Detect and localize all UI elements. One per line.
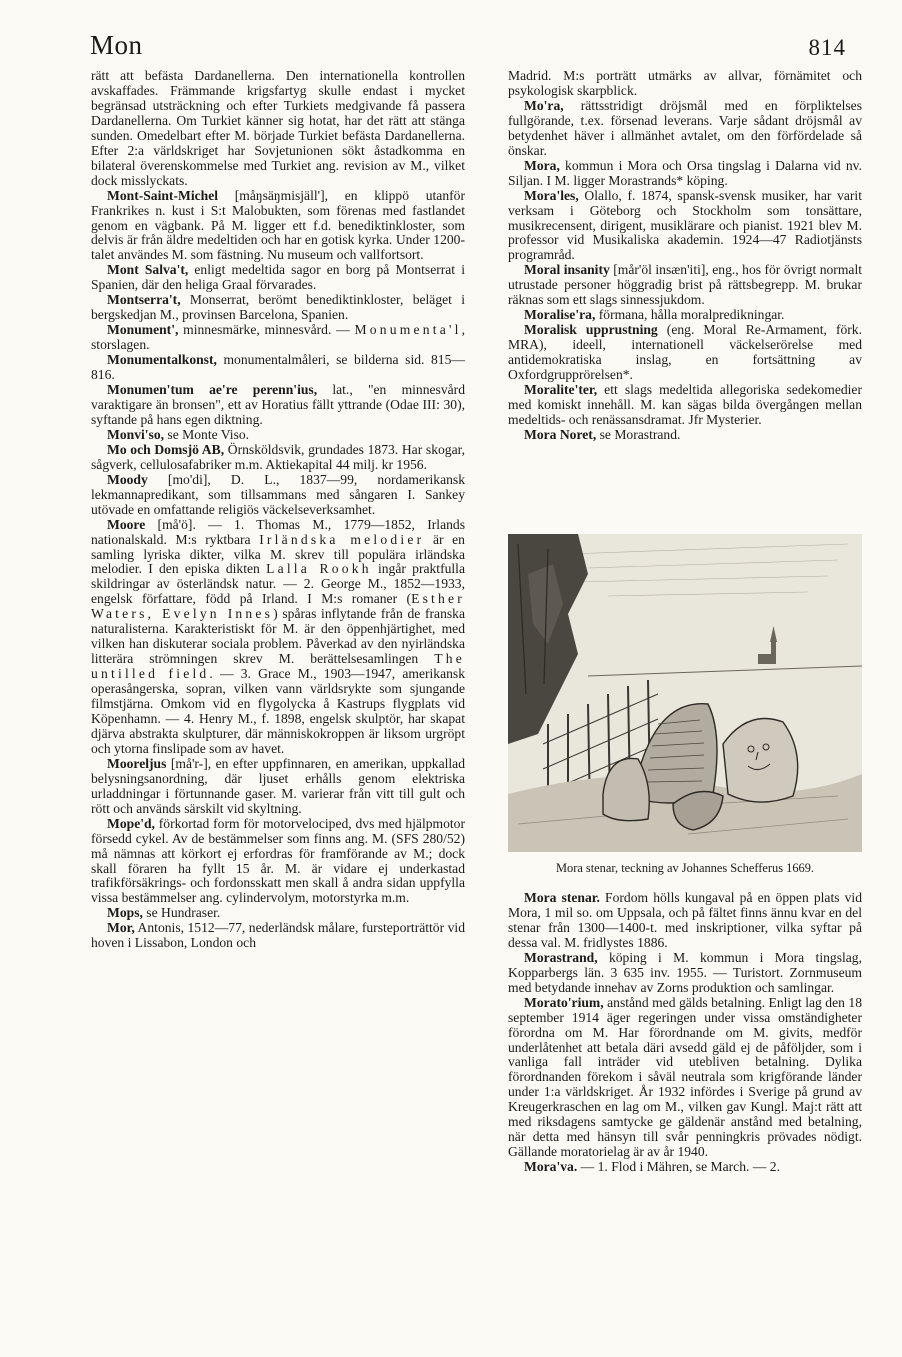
headword: Mora'les, xyxy=(524,187,579,203)
spaced-term: The untilled field xyxy=(91,651,465,682)
headword: Mora Noret, xyxy=(524,426,597,442)
headword: Moral insanity xyxy=(524,262,610,278)
entry-text: [må'ö]. — 1. Thomas M., 1779—1852, Irlands nationalskald. M:s ryktbara xyxy=(91,516,465,547)
entry-monument xyxy=(91,323,465,353)
headword: Mont-Saint-Michel xyxy=(107,187,219,203)
right-column-lower xyxy=(508,891,862,1175)
entry-mor xyxy=(91,921,465,951)
entry-mora-delay xyxy=(508,99,862,159)
left-column xyxy=(91,69,465,951)
headword: Monument', xyxy=(107,322,179,338)
entry-morava xyxy=(508,1160,862,1175)
entry-text: se Hundraser. xyxy=(142,905,221,921)
entry-morastrand xyxy=(508,951,862,996)
headword: Morato'rium, xyxy=(524,994,604,1010)
headword: Mops, xyxy=(107,905,143,921)
entry-mont-saint-michel xyxy=(91,189,465,264)
entry-text: se Morastrand. xyxy=(596,426,681,442)
entry-mont-salvat xyxy=(91,263,465,293)
running-head: Mon xyxy=(90,30,143,60)
entry-mor-continuation: Madrid. M:s porträtt utmärks av allvar, förnämitet och psykologisk skarpblick. xyxy=(508,68,862,98)
entry-text: (eng. Moral Re-Armament, förk. MRA), ideell, internationell väckelserörelse med antidemokratiska inslag, en fortsättning av Oxfordgrupprörelsen*. xyxy=(508,322,863,383)
headword: Mora, xyxy=(524,157,560,173)
entry-mooreljus xyxy=(91,757,465,817)
entry-moral-insanity xyxy=(508,263,862,308)
entry-text: kommun i Mora och Orsa tingslag i Dalarna vid nv. Siljan. I M. ligger Morastrands* köping. xyxy=(508,157,862,188)
entry-text: [mår'öl insæn'iti], eng., hos för övrigt normalt utrustade personer höggradig brist på rättsbegrepp. M. brukar räknas som ett slags sinnessjukdom. xyxy=(508,262,862,308)
entry-text: minnesmärke, minnesvård. — xyxy=(178,322,355,338)
entry-text: ett slags medeltida allegoriska sedekomedier med komiskt innehåll. M. kan sägas bilda övergången mellan medeltids- och renässansdramat. Jfr Mysterier. xyxy=(508,382,862,427)
spaced-term: Lalla Rookh xyxy=(266,561,372,577)
engraving-drawing xyxy=(508,534,862,852)
page-number: 814 xyxy=(808,35,846,60)
entry-moped xyxy=(91,817,465,907)
entry-text: förmana, hålla moralpredikningar. xyxy=(595,307,785,323)
spaced-term: Esther Waters, Evelyn Innes xyxy=(91,591,465,622)
entry-mora-noret xyxy=(508,428,862,443)
entry-text: , storslagen. xyxy=(91,322,465,353)
headword: Moody xyxy=(107,471,148,487)
entry-moore xyxy=(91,518,465,757)
entry-text: anstånd med gälds betalning. Enligt lag den 18 september 1914 äger regeringen under vissa omständigheter förordna om M. Har förordnande om M. givits, medför underlåtenhet att betala däri avsedd gäld ej de påföljder, som i vanliga fall inträder vid utebliven betalning. Dylika förordnanden förekom i såväl neutrala som krigförande länder under 1:a världskriget. År 1932 infördes i Sverige på grund av Kreugerkraschen en lag om M., vilken gav Kungl. Maj:t rätt att med riksdagens samtycke ge gäldenär anstånd med betalning, när detta med hänsyn till svår penningkris prövades nödigt. Gällande moratorielag är av år 1940. xyxy=(508,994,862,1160)
right-column-upper xyxy=(508,69,862,443)
entry-text: lat., "en minnesvård varaktigare än bronsen", ett av Horatius fällt yttrande (Odae III: 30), syftande på hans egen diktning. xyxy=(91,382,465,427)
entry-text: se Monte Viso. xyxy=(164,426,250,442)
headword: Moralite'ter, xyxy=(524,382,598,398)
headword: Moore xyxy=(107,516,146,532)
entry-text: — 1. Flod i Mähren, se March. — 2. xyxy=(577,1159,780,1175)
entry-mora-stenar xyxy=(508,891,862,951)
entry-morales xyxy=(508,189,862,264)
headword: Moralise'ra, xyxy=(524,307,596,323)
entry-text: [måŋsäŋmisjäll'], en klippö utanför Frankrikes n. kust i S:t Malobukten, som förenas med fastlandet genom en vägbank. På M. ligger ett f.d. benediktinkloster, som delvis är från äldre medeltiden och har en gotisk kyrka. Under 1200-talet användes M. som fästning. Nu museum och vallfortsort. xyxy=(91,187,465,263)
headword: Mont Salva't, xyxy=(107,262,189,278)
entry-text: köping i M. kommun i Mora tingslag, Kopparbergs län. 3 635 inv. 1955. — Turistort. Zornmuseum med betydande innehav av Zorns produktion och samlingar. xyxy=(508,949,862,995)
headword: Mora stenar. xyxy=(524,890,600,905)
entry-moratorium xyxy=(508,996,862,1160)
entry-text: ) spåras inflytande från de franska naturalisterna. Karakteristiskt för M. är den öppenhjärtighet, med vilken han diskuterar sociala problem. Påverkad av den nyirländska litterära strömningen skrev M. berättelsesamlingen xyxy=(91,606,465,667)
entry-text: rättsstridigt dröjsmål med en förpliktelses fullgörande, t.ex. försenad leverans. Varje sådant dröjsmål av betydenhet häver i allmänhet avtalet, om den förfördelade så önskar. xyxy=(508,97,862,158)
entry-mora-kommun xyxy=(508,159,862,189)
spaced-term: Irländska melodier xyxy=(259,531,425,547)
entry-text: . — 3. Grace M., 1903—1947, amerikansk operasångerska, sopran, vilken vann världsrykte som sjungande filmstjärna. Omkom vid en flygolycka å Kastrups flygplats vid Köpenhamn. — 4. Henry M., f. 1898, engelsk skulptör, har skapat djärva abstrakta skulpturer, där människokroppen är liksom urgröpt och ytorna finslipade som av havet. xyxy=(91,666,466,756)
entry-text: monumentalmåleri, se bilderna sid. 815—816. xyxy=(91,352,465,383)
entry-text: Antonis, 1512—77, nederländsk målare, fursteporträttör vid hoven i Lissabon, London och xyxy=(91,920,465,951)
headword: Mope'd, xyxy=(107,815,155,831)
entry-text: ingår praktfulla skildringar av österländsk natur. — 2. George M., 1852—1933, engelsk författare, född på Irland. I M:s romaner ( xyxy=(91,561,465,607)
headword: Monvi'so, xyxy=(107,426,165,442)
entry-text: Olallo, f. 1874, spansk-svensk musiker, har varit verksam i Göteborg och Stockholm som tonsättare, musikrecensent, dirigent, musiklärare och pianist. 1921 blev M. professor vid Musikaliska akademin. 1924—47 Radiotjänsts programråd. xyxy=(508,187,862,263)
entry-text: [må'r-], en efter uppfinnaren, en amerikan, uppkallad belysningsanordning, där ljuset erhålls genom elektriska urladdningar i förtunnande gaser. M. varierar från vitt till gult och rött och används särskilt vid skyltning. xyxy=(91,755,465,816)
entry-montreux-continuation: rätt att befästa Dardanellerna. Den internationella kontrollen avskaffades. Främmande krigsfartyg skulle endast i mycket begränsad utsträckning och efter Turkiets medgivande få passera Dardanellerna. Om Turkiet känner sig hotat, har det rätt att stänga sunden. Omedelbart efter M. började Turkiet befästa Dardanellerna. Efter 2:a världskriget har Sovjetunionen sökt åstadkomma en bilateral överenskommelse med Turkiet ang. revision av M., vilket dock misslyckats. xyxy=(91,68,465,188)
headword: Monumentalkonst, xyxy=(107,352,217,368)
headword: Morastrand, xyxy=(524,949,598,965)
entry-moody xyxy=(91,473,465,518)
entry-text: enligt medeltida sagor en borg på Montserrat i Spanien, där den heliga Graal förvarades. xyxy=(91,262,465,293)
entry-text: Fordom hölls kungaval på en öppen plats vid Mora, 1 mil so. om Uppsala, och på fältet finns ännu kvar en del stenar från 1300—1400-t. med inskriptioner, vilka syftar på dessa val. M. fridlystes 1886. xyxy=(508,890,862,950)
entry-text: Örnsköldsvik, grundades 1873. Har skogar, sågverk, cellulosafabriker m.m. Aktiekapital 44 milj. kr 1956. xyxy=(91,441,465,472)
headword: Mora'va. xyxy=(524,1159,578,1175)
entry-monumentum xyxy=(91,383,465,428)
headword: Mo'ra, xyxy=(524,97,564,113)
headword: Montserra't, xyxy=(107,292,181,308)
headword: Mooreljus xyxy=(107,755,167,771)
figure-caption: Mora stenar, teckning av Johannes Schefferus 1669. xyxy=(555,861,815,875)
entry-moraliteter xyxy=(508,383,862,428)
headword: Mor, xyxy=(107,920,135,936)
mora-stenar-illustration xyxy=(508,534,862,852)
headword: Mo och Domsjö AB, xyxy=(107,441,225,457)
entry-text: [mo'di], D. L., 1837—99, nordamerikansk lekmannapredikant, som tillsammans med sångaren I. Sankey utövade en omfattande religiös väckelseverksamhet. xyxy=(91,471,465,517)
headword: Monumen'tum ae're perenn'ius, xyxy=(107,382,318,398)
entry-mops xyxy=(91,906,465,921)
entry-moralisk-upprustning xyxy=(508,323,862,383)
entry-text: är en samling lyriska dikter, vilka M. skrev till populära irländska melodier. I den episka dikten xyxy=(91,531,465,577)
entry-monumentalkonst xyxy=(91,353,465,383)
entry-monviso xyxy=(91,428,465,443)
spaced-term: Monumenta'l xyxy=(354,322,462,338)
entry-moralisera xyxy=(508,308,862,323)
entry-montserrat xyxy=(91,293,465,323)
entry-mo-och-domsjo xyxy=(91,443,465,473)
entry-text: förkortad form för motorvelociped, dvs med hjälpmotor försedd cykel. Av de bestämmelser som finns ang. M. (SFS 280/52) må nämnas att körkort ej erfordras för framförande av M.; dock skall föraren ha fyllt 15 år. M. är vidare ej underkastad trafikförsäkrings- och fordonsskatt men skall å andra sidan uppfylla vissa bestämmelser ang. cylindervolym, motorstyrka m.m. xyxy=(91,815,465,906)
headword: Moralisk upprustning xyxy=(524,322,658,338)
entry-text: Monserrat, berömt benediktinkloster, beläget i bergskedjan M., provinsen Barcelona, Spanien. xyxy=(91,292,465,323)
